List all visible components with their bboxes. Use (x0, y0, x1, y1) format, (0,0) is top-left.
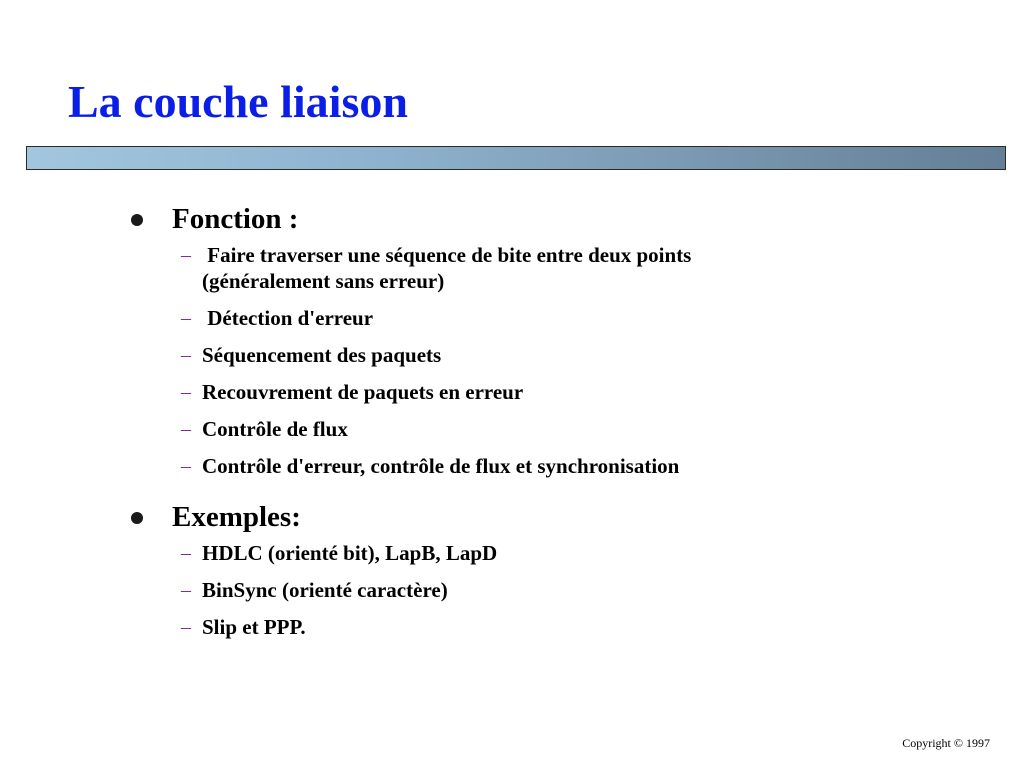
dash-marker: – (181, 307, 191, 329)
list-item-text: HDLC (orienté bit), LapB, LapD (202, 541, 498, 565)
slide-content (130, 198, 990, 640)
list-item (166, 577, 990, 603)
dash-marker: – (181, 579, 191, 601)
bullet-label: Exemples: (172, 501, 301, 533)
dash-marker: – (181, 616, 191, 638)
list-item-text: Détection d'erreur (202, 306, 374, 330)
list-item-text: Contrôle de flux (202, 417, 348, 441)
list-item (166, 305, 990, 331)
list-item-text: Contrôle d'erreur, contrôle de flux et synchronisation (202, 454, 680, 478)
dash-marker: – (181, 244, 191, 266)
dash-marker: – (181, 455, 191, 477)
list-item-text: Séquencement des paquets (202, 343, 442, 367)
bullet-dot-icon (131, 512, 143, 524)
bullet-exemples (130, 496, 990, 640)
list-item-text: BinSync (orienté caractère) (202, 578, 448, 602)
list-item (166, 416, 990, 442)
copyright-footer: Copyright © 1997 (902, 736, 990, 750)
list-item (166, 540, 990, 566)
bullet-dot-icon (131, 214, 143, 226)
slide-title: La couche liaison (68, 76, 408, 127)
dash-marker: – (181, 542, 191, 564)
list-item (166, 342, 990, 368)
dash-marker: – (181, 344, 191, 366)
list-item-text: Recouvrement de paquets en erreur (202, 380, 524, 404)
dash-marker: – (181, 381, 191, 403)
list-item-text: Slip et PPP. (202, 615, 306, 639)
sub-list-fonction (172, 242, 990, 479)
list-item (166, 242, 990, 294)
list-item-text: Faire traverser une séquence de bite entre deux points (généralement sans erreur) (202, 243, 697, 293)
list-item (166, 614, 990, 640)
sub-list-exemples (172, 540, 990, 640)
bullet-fonction (130, 198, 990, 479)
bullet-label: Fonction : (172, 203, 299, 235)
list-item (166, 379, 990, 405)
title-divider-bar (26, 146, 1006, 170)
dash-marker: – (181, 418, 191, 440)
list-item (166, 453, 990, 479)
